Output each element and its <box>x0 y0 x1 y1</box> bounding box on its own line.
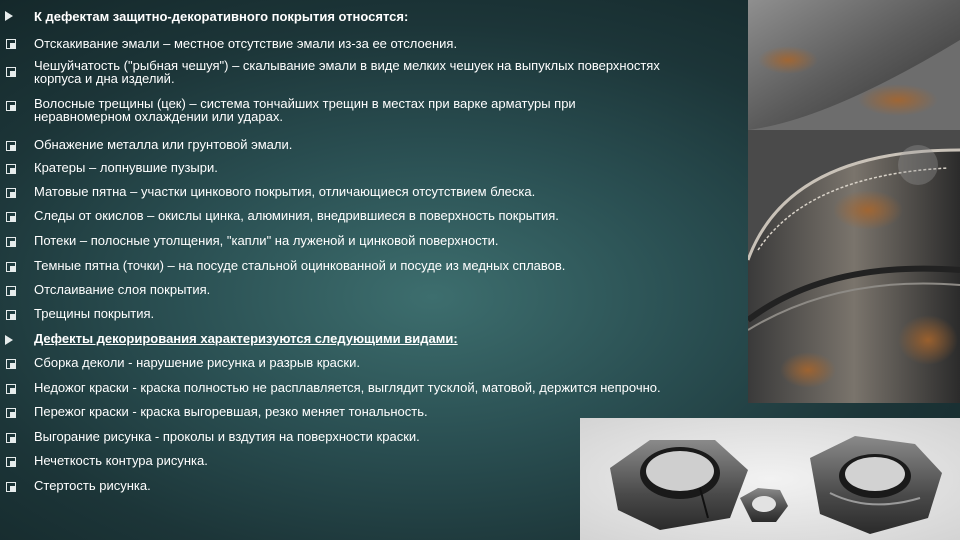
list-item-text: Пережог краски - краска выгоревшая, резко меняет тональность. <box>34 404 428 419</box>
square-bullet-icon <box>5 456 17 468</box>
list-item-text: Недожог краски - краска полностью не расплавляется, выглядит тусклой, матовой, держится непрочно. <box>34 380 661 395</box>
square-bullet-icon <box>5 358 17 370</box>
section-heading: К дефектам защитно-декоративного покрытия относятся: <box>34 9 409 24</box>
list-item-text-continued: корпуса и дна изделий. <box>34 71 175 86</box>
square-bullet-icon <box>5 236 17 248</box>
list-item-text: Кратеры – лопнувшие пузыри. <box>34 160 218 175</box>
list-item-text: Сборка деколи - нарушение рисунка и разрыв краски. <box>34 355 360 370</box>
corroded-pipes-photo <box>748 0 960 403</box>
square-bullet-icon <box>5 407 17 419</box>
square-bullet-icon <box>5 100 17 112</box>
arrow-bullet-icon <box>5 334 17 346</box>
square-bullet-icon <box>5 261 17 273</box>
section-heading: Дефекты декорирования характеризуются следующими видами: <box>34 331 458 346</box>
square-bullet-icon <box>5 66 17 78</box>
list-item-text: Потеки – полосные утолщения, "капли" на луженой и цинковой поверхности. <box>34 233 499 248</box>
list-item-text: Чешуйчатость ("рыбная чешуя") – скалывание эмали в виде мелких чешуек на выпуклых поверхностях <box>34 58 660 73</box>
list-item-text: Отслаивание слоя покрытия. <box>34 282 211 297</box>
list-item-text: Темные пятна (точки) – на посуде стальной оцинкованной и посуде из медных сплавов. <box>34 258 566 273</box>
list-item-text: Отскакивание эмали – местное отсутствие эмали из-за ее отслоения. <box>34 36 458 51</box>
square-bullet-icon <box>5 432 17 444</box>
square-bullet-icon <box>5 38 17 50</box>
square-bullet-icon <box>5 309 17 321</box>
list-item-text: Следы от окислов – окислы цинка, алюминия, внедрившиеся в поверхность покрытия. <box>34 208 559 223</box>
square-bullet-icon <box>5 211 17 223</box>
list-item-text-continued: неравномерном охлаждении или ударах. <box>34 109 283 124</box>
square-bullet-icon <box>5 163 17 175</box>
square-bullet-icon <box>5 187 17 199</box>
damaged-nuts-photo <box>580 418 960 540</box>
square-bullet-icon <box>5 140 17 152</box>
list-item-text: Трещины покрытия. <box>34 306 155 321</box>
list-item-text: Волосные трещины (цек) – система тончайших трещин в местах при варке арматуры при <box>34 96 576 111</box>
list-item-text: Нечеткость контура рисунка. <box>34 453 208 468</box>
list-item-text: Выгорание рисунка - проколы и вздутия на поверхности краски. <box>34 429 420 444</box>
list-item-text: Обнажение металла или грунтовой эмали. <box>34 137 293 152</box>
list-item-text: Стертость рисунка. <box>34 478 151 493</box>
list-item-text: Матовые пятна – участки цинкового покрытия, отличающиеся отсутствием блеска. <box>34 184 536 199</box>
square-bullet-icon <box>5 285 17 297</box>
arrow-bullet-icon <box>5 10 17 22</box>
square-bullet-icon <box>5 383 17 395</box>
square-bullet-icon <box>5 481 17 493</box>
